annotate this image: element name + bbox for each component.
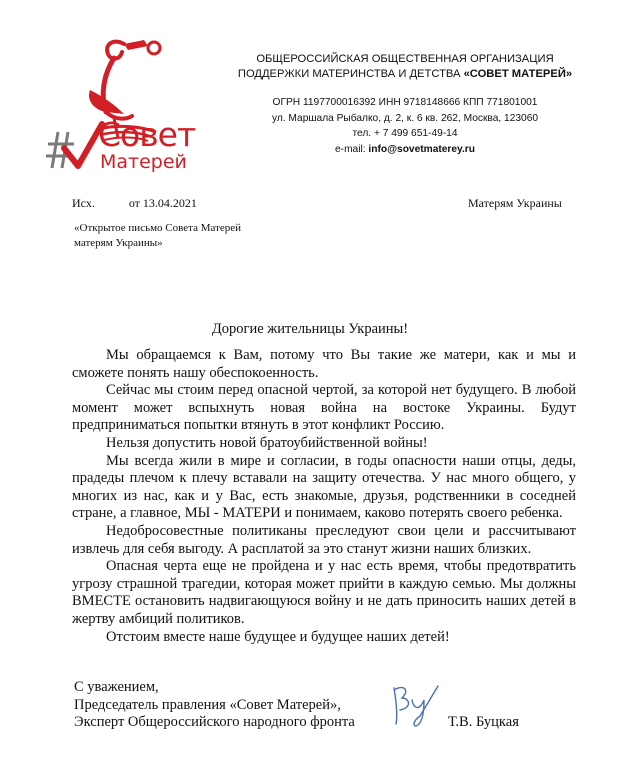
org-line-1: ОБЩЕРОССИЙСКАЯ ОБЩЕСТВЕННАЯ ОРГАНИЗАЦИЯ <box>256 53 554 65</box>
organization-name <box>220 52 590 82</box>
org-line-2 <box>220 67 590 82</box>
outgoing-reference <box>72 196 231 211</box>
paragraph: Недобросовестные политиканы преследуют свои цели и рассчитывают извлечь для себя выгоду. А расплатой за это станут жизни наших близких. <box>72 522 576 557</box>
closing-line-2: Председатель правления «Совет Матерей», <box>74 696 341 713</box>
closing-block <box>74 679 355 732</box>
paragraph: Мы всегда жили в мире и согласии, в годы опасности наши отцы, деды, прадеды плечом к плечу вставали на защиту отечества. У нас много общего, у многих из нас, как и у Вас, есть знакомые, друзья, родственники в соседней стране, а главное, МЫ - МАТЕРИ и понимаем, каково потерять своего ребенка. <box>72 452 576 522</box>
org-line-2-name: «СОВЕТ МАТЕРЕЙ» <box>463 68 573 80</box>
registration-numbers: ОГРН 1197700016392 ИНН 9718148666 КПП 771801001 <box>272 97 538 108</box>
recipient: Матерям Украины <box>468 196 562 210</box>
greeting: Дорогие жительницы Украины! <box>211 321 409 337</box>
logo-word-sovet: Совет <box>98 115 196 154</box>
paragraph: Нельзя допустить новой братоубийственной войны! <box>106 434 428 451</box>
subject-line-2: матерям Украины» <box>74 237 163 249</box>
letter-subject <box>74 221 294 251</box>
outgoing-label: Исх. <box>72 196 95 210</box>
paragraph: Мы обращаемся к Вам, потому что Вы такие же матери, как и мы и сможете понять нашу обеспокоенность. <box>72 347 576 381</box>
letter-date: от 13.04.2021 <box>128 196 197 210</box>
address: ул. Маршала Рыбалко, д. 2, к. 6 кв. 262, Москва, 123060 <box>271 112 539 124</box>
email-label: e-mail: <box>335 143 369 155</box>
closing-line-1: С уважением, <box>74 679 159 695</box>
email-line <box>220 142 590 158</box>
organization-requisites <box>220 95 590 157</box>
paragraph: Отстоим вместе наше будущее и будущее наших детей! <box>106 628 450 645</box>
subject-line-1: «Открытое письмо Совета Матерей <box>74 222 242 234</box>
handwritten-signature <box>384 680 444 730</box>
closing-line-3: Эксперт Общероссийского народного фронта <box>74 714 355 731</box>
org-line-2-prefix: ПОДДЕРЖКИ МАТЕРИНСТВА И ДЕТСТВА <box>237 68 464 80</box>
letter-body <box>72 347 576 646</box>
email-address: info@sovetmaterey.ru <box>368 143 475 155</box>
signer-name: Т.В. Буцкая <box>448 714 519 730</box>
paragraph: Сейчас мы стоим перед опасной чертой, за которой нет будущего. В любой момент может вспыхнуть новая война на востоке Украины. Будут предприниматься попытки втянуть в этот конфликт Россию. <box>72 382 576 434</box>
phone: тел. + 7 499 651-49-14 <box>352 128 458 139</box>
logo-word-materey: Матерей <box>100 151 187 173</box>
paragraph: Опасная черта еще не пройдена и у нас есть время, чтобы предотвратить угрозу страшной трагедии, которая может прийти в каждую семью. Мы должны ВМЕСТЕ остановить надвигающуюся войну и не дать приносить наших детей в жертву амбиций политиков. <box>72 558 576 627</box>
